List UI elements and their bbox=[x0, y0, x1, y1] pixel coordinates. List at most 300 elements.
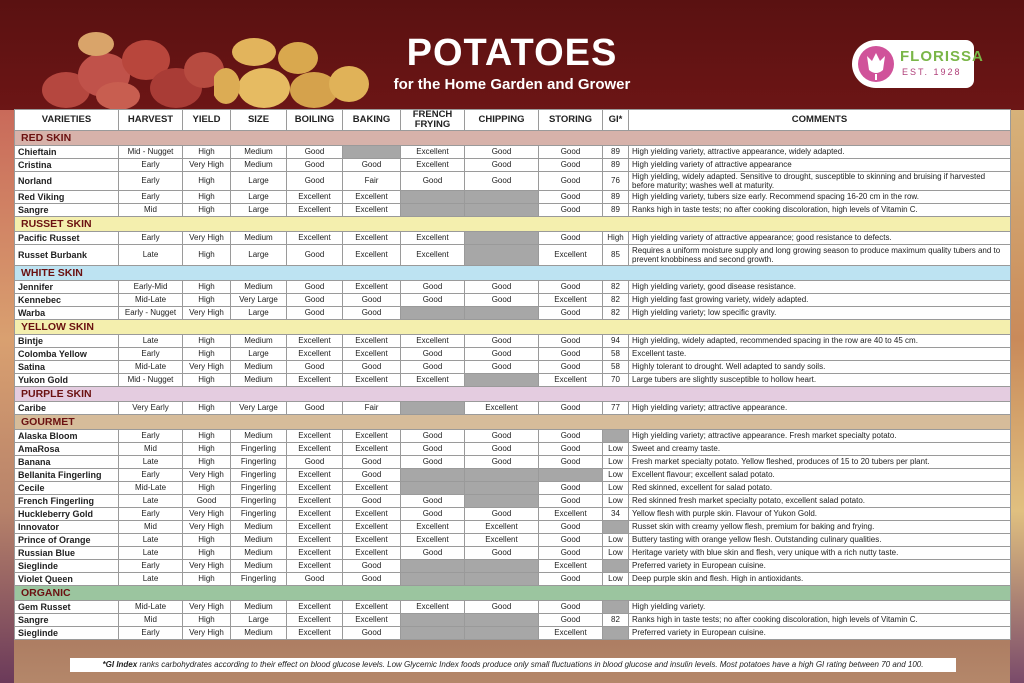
variety-name: French Fingerling bbox=[15, 495, 119, 508]
table-cell: Early bbox=[119, 172, 183, 191]
category-row bbox=[15, 217, 1011, 232]
column-header: HARVEST bbox=[119, 110, 183, 131]
table-cell: Good bbox=[287, 172, 343, 191]
table-cell: Early bbox=[119, 159, 183, 172]
column-header: CHIPPING bbox=[465, 110, 539, 131]
table-cell: Good bbox=[539, 361, 603, 374]
table-cell: Good bbox=[343, 361, 401, 374]
table-cell: Early bbox=[119, 430, 183, 443]
table-cell: Mid-Late bbox=[119, 361, 183, 374]
table-cell: Good bbox=[401, 348, 465, 361]
table-cell: Very High bbox=[183, 508, 231, 521]
table-cell: Very High bbox=[183, 307, 231, 320]
table-cell: Medium bbox=[231, 232, 287, 245]
logo-name: FLORISSA bbox=[900, 48, 984, 65]
table-cell: Excellent bbox=[287, 232, 343, 245]
table-cell: Medium bbox=[231, 146, 287, 159]
table-cell: Excellent bbox=[343, 335, 401, 348]
table-cell: Good bbox=[539, 281, 603, 294]
variety-name: Pacific Russet bbox=[15, 232, 119, 245]
table-row bbox=[15, 204, 1011, 217]
table-header-row bbox=[15, 110, 1011, 131]
table-cell: Mid - Nugget bbox=[119, 146, 183, 159]
variety-name: Warba bbox=[15, 307, 119, 320]
table-cell: Fingerling bbox=[231, 573, 287, 586]
table-cell: Good bbox=[465, 361, 539, 374]
table-cell: Early-Mid bbox=[119, 281, 183, 294]
table-cell: Excellent bbox=[287, 348, 343, 361]
table-cell: Fair bbox=[343, 402, 401, 415]
table-cell: Good bbox=[465, 508, 539, 521]
table-cell: Very High bbox=[183, 601, 231, 614]
comment-cell: Red skinned fresh market specialty potato, excellent salad potato. bbox=[629, 495, 1011, 508]
table-cell: Low bbox=[603, 534, 629, 547]
table-cell bbox=[401, 402, 465, 415]
comment-cell: Ranks high in taste tests; no after cooking discoloration, high levels of Vitamin C. bbox=[629, 614, 1011, 627]
category-label: WHITE SKIN bbox=[15, 266, 1011, 281]
comment-cell: Russet skin with creamy yellow flesh, premium for baking and frying. bbox=[629, 521, 1011, 534]
comment-cell: Deep purple skin and flesh. High in antioxidants. bbox=[629, 573, 1011, 586]
variety-name: Violet Queen bbox=[15, 573, 119, 586]
table-cell: Excellent bbox=[343, 348, 401, 361]
table-cell: Good bbox=[539, 534, 603, 547]
table-cell: Good bbox=[539, 232, 603, 245]
table-cell bbox=[603, 430, 629, 443]
table-cell bbox=[401, 204, 465, 217]
table-cell: Excellent bbox=[401, 232, 465, 245]
column-header: BAKING bbox=[343, 110, 401, 131]
table-row bbox=[15, 627, 1011, 640]
table-cell: Good bbox=[539, 495, 603, 508]
table-cell: Good bbox=[465, 294, 539, 307]
comment-cell: High yielding variety of attractive appearance bbox=[629, 159, 1011, 172]
table-cell: Good bbox=[465, 281, 539, 294]
header bbox=[0, 0, 1024, 110]
table-row bbox=[15, 245, 1011, 266]
table-cell: Large bbox=[231, 614, 287, 627]
table-cell: Very High bbox=[183, 232, 231, 245]
table-cell: Excellent bbox=[287, 547, 343, 560]
table-cell bbox=[465, 307, 539, 320]
comment-cell: High yielding variety, good disease resistance. bbox=[629, 281, 1011, 294]
table-cell: Good bbox=[465, 456, 539, 469]
table-cell: 76 bbox=[603, 172, 629, 191]
column-header: COMMENTS bbox=[629, 110, 1011, 131]
table-cell: High bbox=[183, 281, 231, 294]
table-cell: Mid bbox=[119, 521, 183, 534]
variety-name: Huckleberry Gold bbox=[15, 508, 119, 521]
table-cell: Good bbox=[343, 573, 401, 586]
table-row bbox=[15, 482, 1011, 495]
table-cell: Excellent bbox=[539, 560, 603, 573]
table-cell: High bbox=[183, 614, 231, 627]
table-cell: Early - Nugget bbox=[119, 307, 183, 320]
table-cell: Excellent bbox=[343, 443, 401, 456]
table-cell: Excellent bbox=[539, 294, 603, 307]
table-cell bbox=[465, 495, 539, 508]
comment-cell: Preferred variety in European cuisine. bbox=[629, 560, 1011, 573]
category-row bbox=[15, 266, 1011, 281]
variety-name: Gem Russet bbox=[15, 601, 119, 614]
table-cell: Medium bbox=[231, 374, 287, 387]
table-cell: Excellent bbox=[401, 601, 465, 614]
table-cell: Good bbox=[401, 508, 465, 521]
table-cell: Excellent bbox=[287, 614, 343, 627]
table-cell: Good bbox=[287, 402, 343, 415]
table-cell: High bbox=[183, 573, 231, 586]
table-cell: Excellent bbox=[287, 430, 343, 443]
table-cell: Excellent bbox=[287, 521, 343, 534]
table-cell bbox=[603, 560, 629, 573]
table-row bbox=[15, 456, 1011, 469]
table-cell: Large bbox=[231, 348, 287, 361]
table-cell: Excellent bbox=[401, 534, 465, 547]
table-cell: Late bbox=[119, 456, 183, 469]
variety-name: Cecile bbox=[15, 482, 119, 495]
table-cell: Excellent bbox=[287, 482, 343, 495]
table-cell: Medium bbox=[231, 361, 287, 374]
table-cell: Good bbox=[183, 495, 231, 508]
table-cell: Low bbox=[603, 443, 629, 456]
table-cell: Fingerling bbox=[231, 469, 287, 482]
comment-cell: High yielding variety. bbox=[629, 601, 1011, 614]
table-cell: Large bbox=[231, 204, 287, 217]
table-cell: Excellent bbox=[287, 495, 343, 508]
table-cell: Mid-Late bbox=[119, 482, 183, 495]
table-cell bbox=[465, 469, 539, 482]
table-cell bbox=[465, 482, 539, 495]
table-row bbox=[15, 521, 1011, 534]
table-cell: 82 bbox=[603, 281, 629, 294]
table-cell: Excellent bbox=[401, 335, 465, 348]
table-cell: Fair bbox=[343, 172, 401, 191]
table-cell: Good bbox=[343, 560, 401, 573]
table-cell: High bbox=[183, 547, 231, 560]
table-cell: High bbox=[183, 443, 231, 456]
column-header: SIZE bbox=[231, 110, 287, 131]
table-cell: Mid bbox=[119, 614, 183, 627]
table-cell: Good bbox=[539, 456, 603, 469]
table-cell: 89 bbox=[603, 146, 629, 159]
table-cell: Excellent bbox=[343, 191, 401, 204]
table-cell: Early bbox=[119, 469, 183, 482]
page-title: POTATOES bbox=[406, 32, 618, 74]
table-cell bbox=[401, 191, 465, 204]
table-cell bbox=[401, 614, 465, 627]
potato-border-right bbox=[1010, 110, 1024, 683]
table-cell: Good bbox=[539, 204, 603, 217]
page-subtitle: for the Home Garden and Grower bbox=[393, 76, 631, 93]
table-cell: Medium bbox=[231, 547, 287, 560]
table-cell: Medium bbox=[231, 534, 287, 547]
table-cell: Good bbox=[343, 469, 401, 482]
column-header: FRENCH FRYING bbox=[401, 110, 465, 131]
table-cell: Large bbox=[231, 172, 287, 191]
comment-cell: Requires a uniform moisture supply and long growing season to produce maximum quality tubers and to prevent knobbiness and second growth. bbox=[629, 245, 1011, 266]
table-cell: Fingerling bbox=[231, 482, 287, 495]
table-cell: Medium bbox=[231, 627, 287, 640]
table-row bbox=[15, 294, 1011, 307]
table-cell: High bbox=[183, 482, 231, 495]
comment-cell: Highly tolerant to drought. Well adapted to sandy soils. bbox=[629, 361, 1011, 374]
table-cell: Good bbox=[465, 601, 539, 614]
table-row bbox=[15, 335, 1011, 348]
table-cell: Low bbox=[603, 573, 629, 586]
variety-name: Innovator bbox=[15, 521, 119, 534]
table-cell: High bbox=[183, 245, 231, 266]
table-cell: 82 bbox=[603, 307, 629, 320]
table-cell bbox=[603, 601, 629, 614]
table-cell: 58 bbox=[603, 348, 629, 361]
table-cell: Medium bbox=[231, 335, 287, 348]
table-cell: Good bbox=[343, 307, 401, 320]
table-cell: Early bbox=[119, 560, 183, 573]
table-cell: 85 bbox=[603, 245, 629, 266]
comment-cell: High yielding, widely adapted, recommended spacing in the row are 40 to 45 cm. bbox=[629, 335, 1011, 348]
table-cell: Good bbox=[539, 146, 603, 159]
table-cell: Excellent bbox=[539, 374, 603, 387]
table-cell: Good bbox=[287, 456, 343, 469]
table-cell: Excellent bbox=[465, 534, 539, 547]
table-cell bbox=[343, 146, 401, 159]
footnote-text: ranks carbohydrates according to their effect on blood glucose levels. Low Glycemic Index foods produce only small fluctuations in blood glucose and insulin levels. Most potatoes have a high GI rating between 70 and 100. bbox=[137, 660, 924, 669]
category-label: RED SKIN bbox=[15, 131, 1011, 146]
variety-name: Caribe bbox=[15, 402, 119, 415]
tulip-logo-icon bbox=[856, 44, 896, 84]
table-cell: Good bbox=[401, 361, 465, 374]
category-label: ORGANIC bbox=[15, 586, 1011, 601]
variety-name: Jennifer bbox=[15, 281, 119, 294]
comment-cell: High yielding variety; attractive appearance. Fresh market specialty potato. bbox=[629, 430, 1011, 443]
table-cell: Good bbox=[465, 159, 539, 172]
table-cell: Excellent bbox=[287, 335, 343, 348]
category-label: PURPLE SKIN bbox=[15, 387, 1011, 402]
table-cell: Late bbox=[119, 573, 183, 586]
table-cell: Excellent bbox=[343, 374, 401, 387]
table-cell: Excellent bbox=[343, 245, 401, 266]
table-cell bbox=[401, 482, 465, 495]
table-cell: Excellent bbox=[287, 601, 343, 614]
comment-cell: High yielding variety, attractive appearance, widely adapted. bbox=[629, 146, 1011, 159]
table-cell: Early bbox=[119, 191, 183, 204]
table-cell: High bbox=[183, 191, 231, 204]
table-row bbox=[15, 430, 1011, 443]
table-cell: Large bbox=[231, 191, 287, 204]
comment-cell: Excellent taste. bbox=[629, 348, 1011, 361]
table-cell: Mid bbox=[119, 443, 183, 456]
logo-est: EST. 1928 bbox=[902, 67, 962, 77]
variety-name: Sieglinde bbox=[15, 627, 119, 640]
table-row bbox=[15, 307, 1011, 320]
table-cell: Excellent bbox=[539, 245, 603, 266]
comment-cell: High yielding variety of attractive appearance; good resistance to defects. bbox=[629, 232, 1011, 245]
variety-name: Alaska Bloom bbox=[15, 430, 119, 443]
table-cell: High bbox=[183, 348, 231, 361]
table-cell: Fingerling bbox=[231, 456, 287, 469]
table-cell: Good bbox=[343, 627, 401, 640]
column-header: GI* bbox=[603, 110, 629, 131]
table-cell: High bbox=[183, 456, 231, 469]
table-cell: Excellent bbox=[343, 601, 401, 614]
table-cell: Late bbox=[119, 245, 183, 266]
table-cell: Very Early bbox=[119, 402, 183, 415]
table-cell: 77 bbox=[603, 402, 629, 415]
category-row bbox=[15, 586, 1011, 601]
table-cell: Excellent bbox=[343, 508, 401, 521]
table-cell: High bbox=[183, 534, 231, 547]
table-row bbox=[15, 172, 1011, 191]
table-cell: Early bbox=[119, 232, 183, 245]
table-cell: Medium bbox=[231, 521, 287, 534]
table-row bbox=[15, 232, 1011, 245]
table-row bbox=[15, 361, 1011, 374]
footnote-label: *GI Index bbox=[102, 660, 138, 669]
table-cell bbox=[539, 469, 603, 482]
table-cell: Good bbox=[465, 146, 539, 159]
table-cell: High bbox=[183, 294, 231, 307]
table-cell: Low bbox=[603, 547, 629, 560]
table-cell: Good bbox=[539, 402, 603, 415]
table-cell: 34 bbox=[603, 508, 629, 521]
table-cell: High bbox=[183, 172, 231, 191]
category-row bbox=[15, 415, 1011, 430]
table-cell: Very Large bbox=[231, 402, 287, 415]
table-cell: Excellent bbox=[287, 560, 343, 573]
table-row bbox=[15, 547, 1011, 560]
table-cell: Excellent bbox=[343, 430, 401, 443]
table-row bbox=[15, 534, 1011, 547]
table-cell: Medium bbox=[231, 601, 287, 614]
table-cell bbox=[465, 232, 539, 245]
table-cell: Good bbox=[401, 281, 465, 294]
table-cell: Good bbox=[539, 159, 603, 172]
table-cell: Good bbox=[465, 348, 539, 361]
table-cell: Early bbox=[119, 627, 183, 640]
table-cell: Fingerling bbox=[231, 508, 287, 521]
table-cell: Good bbox=[465, 430, 539, 443]
table-cell bbox=[465, 191, 539, 204]
table-cell: High bbox=[183, 374, 231, 387]
category-row bbox=[15, 387, 1011, 402]
table-cell: Very Large bbox=[231, 294, 287, 307]
comment-cell: Large tubers are slightly susceptible to hollow heart. bbox=[629, 374, 1011, 387]
variety-name: AmaRosa bbox=[15, 443, 119, 456]
table-cell: Excellent bbox=[401, 374, 465, 387]
comment-cell: High yielding variety; low specific gravity. bbox=[629, 307, 1011, 320]
table-cell: Very High bbox=[183, 560, 231, 573]
table-cell: Good bbox=[343, 495, 401, 508]
comment-cell: High yielding fast growing variety, widely adapted. bbox=[629, 294, 1011, 307]
table-cell: Excellent bbox=[287, 443, 343, 456]
table-cell: Good bbox=[287, 146, 343, 159]
table-cell: Excellent bbox=[287, 627, 343, 640]
table-cell: 89 bbox=[603, 159, 629, 172]
table-cell: Medium bbox=[231, 159, 287, 172]
table-row bbox=[15, 508, 1011, 521]
table-cell: Low bbox=[603, 495, 629, 508]
table-cell: Good bbox=[539, 521, 603, 534]
table-cell: Good bbox=[287, 245, 343, 266]
table-cell: Good bbox=[539, 482, 603, 495]
variety-name: Prince of Orange bbox=[15, 534, 119, 547]
variety-name: Russian Blue bbox=[15, 547, 119, 560]
table-cell: 89 bbox=[603, 191, 629, 204]
table-cell: Late bbox=[119, 495, 183, 508]
table-cell bbox=[401, 560, 465, 573]
table-cell: Late bbox=[119, 335, 183, 348]
table-cell: Excellent bbox=[343, 281, 401, 294]
table-cell bbox=[603, 627, 629, 640]
table-cell bbox=[401, 573, 465, 586]
table-cell: Very High bbox=[183, 469, 231, 482]
category-label: RUSSET SKIN bbox=[15, 217, 1011, 232]
table-cell: Low bbox=[603, 482, 629, 495]
table-cell: Very High bbox=[183, 521, 231, 534]
florissa-logo bbox=[852, 40, 984, 88]
table-cell bbox=[401, 627, 465, 640]
table-row bbox=[15, 614, 1011, 627]
column-header: VARIETIES bbox=[15, 110, 119, 131]
table-cell bbox=[465, 573, 539, 586]
table-cell bbox=[603, 521, 629, 534]
comment-cell: Red skinned, excellent for salad potato. bbox=[629, 482, 1011, 495]
table-cell: Good bbox=[539, 547, 603, 560]
category-row bbox=[15, 131, 1011, 146]
table-cell: Medium bbox=[231, 560, 287, 573]
table-cell: Good bbox=[401, 547, 465, 560]
category-label: YELLOW SKIN bbox=[15, 320, 1011, 335]
table-cell: Excellent bbox=[401, 159, 465, 172]
column-header: STORING bbox=[539, 110, 603, 131]
comment-cell: High yielding, widely adapted. Sensitive to drought, susceptible to skinning and bruising if harvested before maturity; washes well at maturity. bbox=[629, 172, 1011, 191]
table-cell bbox=[465, 560, 539, 573]
comment-cell: Excellent flavour; excellent salad potato. bbox=[629, 469, 1011, 482]
table-cell: Excellent bbox=[287, 534, 343, 547]
potato-varieties-table bbox=[14, 109, 1011, 640]
table-cell bbox=[465, 627, 539, 640]
table-cell: 58 bbox=[603, 361, 629, 374]
table-cell: Good bbox=[539, 335, 603, 348]
table-row bbox=[15, 146, 1011, 159]
comment-cell: Preferred variety in European cuisine. bbox=[629, 627, 1011, 640]
table-cell: High bbox=[183, 146, 231, 159]
comment-cell: Sweet and creamy taste. bbox=[629, 443, 1011, 456]
category-label: GOURMET bbox=[15, 415, 1011, 430]
table-cell: Mid-Late bbox=[119, 601, 183, 614]
table-cell bbox=[465, 614, 539, 627]
table-row bbox=[15, 573, 1011, 586]
table-cell: Excellent bbox=[343, 614, 401, 627]
table-cell: Good bbox=[401, 294, 465, 307]
table-cell: 82 bbox=[603, 294, 629, 307]
table-cell: Good bbox=[343, 159, 401, 172]
table-cell: Excellent bbox=[343, 482, 401, 495]
table-cell: High bbox=[183, 204, 231, 217]
table-cell bbox=[401, 307, 465, 320]
comment-cell: Yellow flesh with purple skin. Flavour of Yukon Gold. bbox=[629, 508, 1011, 521]
variety-name: Yukon Gold bbox=[15, 374, 119, 387]
table-cell: Large bbox=[231, 307, 287, 320]
comment-cell: Buttery tasting with orange yellow flesh. Outstanding culinary qualities. bbox=[629, 534, 1011, 547]
table-cell: High bbox=[183, 430, 231, 443]
table-cell: Mid-Late bbox=[119, 294, 183, 307]
table-cell: Excellent bbox=[465, 402, 539, 415]
table-cell: Excellent bbox=[287, 374, 343, 387]
variety-name: Colomba Yellow bbox=[15, 348, 119, 361]
table-cell: Mid bbox=[119, 204, 183, 217]
variety-name: Sieglinde bbox=[15, 560, 119, 573]
variety-name: Sangre bbox=[15, 204, 119, 217]
